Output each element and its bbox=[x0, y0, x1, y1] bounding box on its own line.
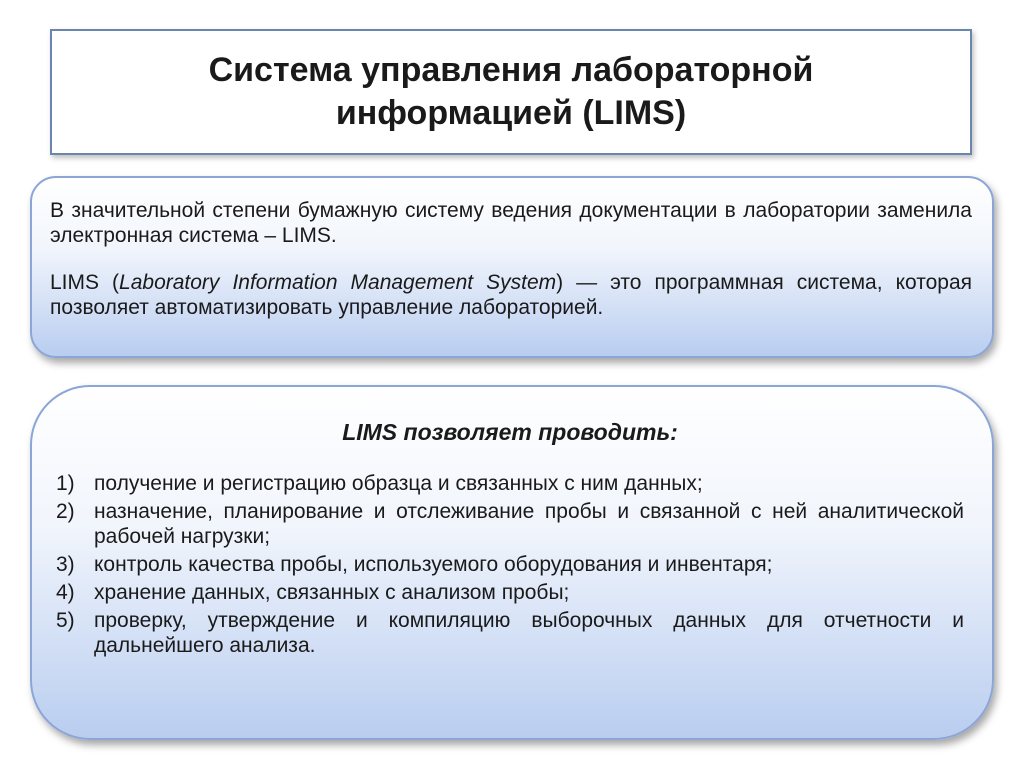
list-item-number: 2) bbox=[56, 500, 75, 523]
intro-paragraph-2-suffix: ) — это программная система, которая позволяет автоматизировать управление лабораторией. bbox=[50, 271, 972, 319]
lims-full-name: Laboratory Information Management System bbox=[119, 271, 557, 294]
list-item-number: 3) bbox=[56, 553, 75, 576]
intro-paragraph-2 bbox=[50, 270, 972, 320]
list-item bbox=[56, 608, 964, 658]
list-item-text: проверку, утверждение и компиляцию выборочных данных для отчетности и дальнейшего анализа. bbox=[94, 609, 964, 657]
list-item-number: 5) bbox=[56, 609, 75, 632]
capabilities-panel bbox=[30, 385, 994, 740]
list-item-text: получение и регистрацию образца и связанных с ним данных; bbox=[94, 472, 703, 495]
list-item-text: назначение, планирование и отслеживание пробы и связанной с ней аналитической рабочей нагрузки; bbox=[94, 500, 964, 548]
list-item-text: контроль качества пробы, используемого оборудования и инвентаря; bbox=[94, 553, 773, 576]
capabilities-list bbox=[56, 471, 964, 658]
slide-title-line-1: Система управления лабораторной bbox=[208, 51, 814, 89]
list-item bbox=[56, 552, 964, 577]
intro-paragraph-1: В значительной степени бумажную систему ведения документации в лаборатории заменила электронная система – LIMS. bbox=[50, 199, 972, 247]
slide-title-line-2: информацией (LIMS) bbox=[335, 94, 687, 132]
list-item bbox=[56, 499, 964, 549]
title-box bbox=[50, 29, 972, 155]
capabilities-heading: LIMS позволяет проводить: bbox=[342, 419, 678, 445]
intro-panel bbox=[30, 176, 994, 358]
list-item-number: 1) bbox=[56, 472, 75, 495]
intro-paragraph-2-prefix: LIMS ( bbox=[50, 271, 120, 294]
list-item bbox=[56, 471, 964, 496]
list-item bbox=[56, 580, 964, 605]
list-item-number: 4) bbox=[56, 581, 75, 604]
list-item-text: хранение данных, связанных с анализом пробы; bbox=[94, 581, 570, 604]
